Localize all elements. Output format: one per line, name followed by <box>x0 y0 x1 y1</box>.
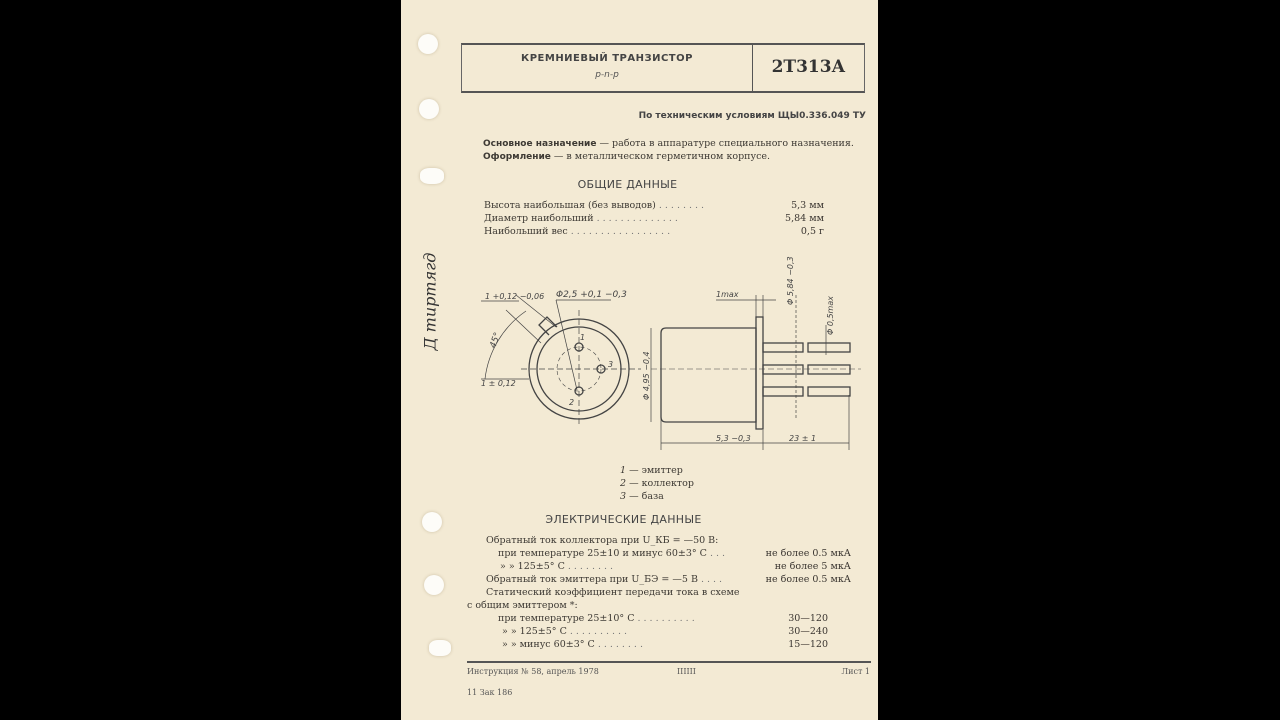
purpose-line <box>483 138 854 149</box>
dim-lead-diameter: Φ 0,5max <box>826 296 835 335</box>
electrical-value: не более 0.5 мкА <box>765 548 851 559</box>
dim-tab-width: 1 +0,12 −0,06 <box>485 292 545 301</box>
electrical-row: при температуре 25±10° С .......... <box>498 613 698 624</box>
dim-tab-offset: 1 ± 0,12 <box>481 379 516 388</box>
electrical-value: не более 0.5 мкА <box>765 574 851 585</box>
outline-drawing <box>471 255 871 455</box>
general-row: Наибольший вес ................. <box>484 226 674 237</box>
electrical-row: Обратный ток эмиттера при U_БЭ = —5 В .... <box>486 574 726 585</box>
dim-height: 5,3 −0,3 <box>716 434 751 443</box>
general-row: Высота наибольшая (без выводов) ........ <box>484 200 708 211</box>
document-page <box>401 0 878 720</box>
design-label: Оформление <box>483 152 551 162</box>
electrical-row: с общим эмиттером *: <box>467 600 578 611</box>
pin-label-3: 3 <box>608 360 614 369</box>
footer-instruction: Инструкция № 58, апрель 1978 <box>467 667 599 676</box>
pinout-item: 1 — эмиттер <box>620 465 683 476</box>
dim-body-diameter: Φ 4,95 −0,4 <box>642 351 651 400</box>
general-heading: ОБЩИЕ ДАННЫЕ <box>577 178 678 191</box>
electrical-row: Обратный ток коллектора при U_КБ = —50 В: <box>486 535 719 546</box>
dim-pin-circle: Φ2,5 +0,1 −0,3 <box>556 290 627 300</box>
electrical-row: Статический коэффициент передачи тока в схеме <box>486 587 740 598</box>
handwritten-note: Д тиртягд <box>420 252 440 351</box>
punch-hole <box>419 99 439 119</box>
footer-marks: IIIIII <box>677 667 696 676</box>
dim-angle: 45° <box>488 331 504 350</box>
electrical-value: 15—120 <box>788 639 828 650</box>
electrical-row: » » 125±5° С .......... <box>502 626 631 637</box>
pinout-item: 3 — база <box>620 491 664 502</box>
dim-lead-length: 23 ± 1 <box>789 434 817 443</box>
pin-label-1: 1 <box>580 333 586 342</box>
electrical-row: при температуре 25±10 и минус 60±3° С ... <box>498 548 729 559</box>
electrical-value: не более 5 мкА <box>774 561 851 572</box>
punch-hole <box>424 575 444 595</box>
electrical-value: 30—240 <box>788 626 828 637</box>
document-title: КРЕМНИЕВЫЙ ТРАНЗИСТОР <box>521 53 693 64</box>
footer-order: 11 Зак 186 <box>467 688 513 697</box>
punch-hole <box>429 640 451 656</box>
transistor-type: p-n-p <box>595 70 619 80</box>
dim-outer-diameter: Φ 5,84 −0,3 <box>786 256 795 305</box>
electrical-value: 30—120 <box>788 613 828 624</box>
general-value: 5,3 мм <box>791 200 824 211</box>
purpose-label: Основное назначение <box>483 139 597 149</box>
title-block <box>461 43 865 93</box>
electrical-heading: ЭЛЕКТРИЧЕСКИЕ ДАННЫЕ <box>545 513 702 526</box>
general-value: 0,5 г <box>800 226 824 237</box>
punch-hole <box>418 34 438 54</box>
electrical-row: » » 125±5° С ........ <box>500 561 617 572</box>
model-number: 2Т313А <box>771 57 846 77</box>
pinout-item: 2 — коллектор <box>620 478 694 489</box>
design-text: — в металлическом герметичном корпусе. <box>550 151 771 162</box>
pin-label-2: 2 <box>569 398 575 407</box>
general-row: Диаметр наибольший .............. <box>484 213 681 224</box>
general-value: 5,84 мм <box>785 213 824 224</box>
footer-sheet: Лист 1 <box>841 667 870 676</box>
spec-reference: По техническим условиям ЩЫ0.336.049 ТУ <box>638 111 866 121</box>
electrical-row: » » минус 60±3° С ........ <box>502 639 646 650</box>
dim-flange: 1max <box>716 290 739 299</box>
purpose-text: — работа в аппаратуре специального назначения. <box>596 138 854 149</box>
design-line <box>483 151 770 162</box>
footer-rule <box>467 661 871 663</box>
